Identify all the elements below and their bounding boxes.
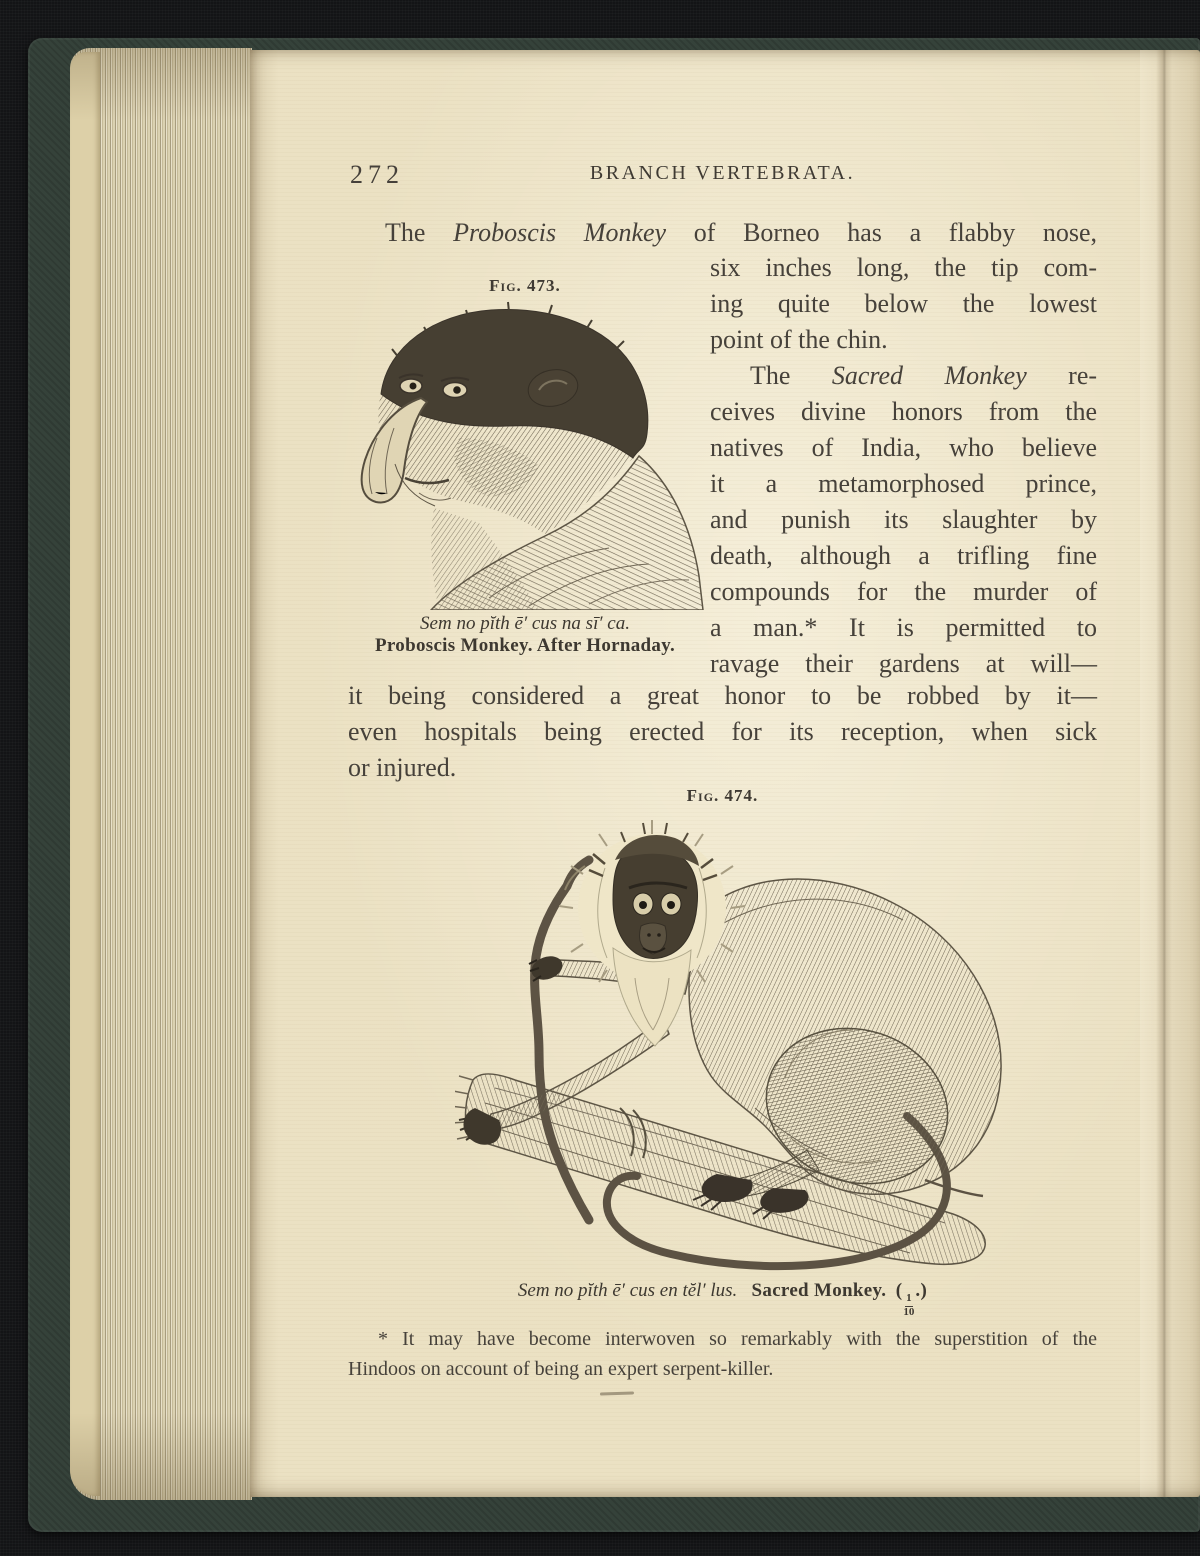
figure-474-caption-latin: Sem no pĭth ē′ cus en tĕl′ lus. [517, 1280, 738, 1301]
text-line [710, 358, 1097, 394]
text-run-italic: Proboscis Monkey [453, 218, 667, 247]
text-line: ravage their gardens at will— [710, 649, 1097, 678]
text-line: it a metamorphosed prince, [710, 469, 1097, 498]
text-run: The [385, 218, 426, 247]
paragraph1-line1 [348, 215, 1097, 251]
paragraph2-continuation [348, 678, 1097, 786]
scale-open: ( [895, 1280, 903, 1301]
figure-473 [338, 276, 712, 657]
page-content [348, 50, 1097, 1497]
footnote-line: Hindoos on account of being an expert serpent-killer. [348, 1358, 774, 1380]
text-run: The [750, 361, 791, 390]
page-stack-fore-edge [70, 48, 252, 1500]
printer-dash-mark [600, 1391, 634, 1395]
text-line: ing quite below the lowest [710, 289, 1097, 318]
text-run: re- [1068, 361, 1098, 390]
text-line: point of the chin. [710, 325, 888, 354]
figure-474-label: Fig. 474. [686, 786, 759, 805]
text-run-italic: Sacred Monkey [831, 361, 1027, 390]
text-line: even hospitals being erected for its reception, when sick [348, 717, 1097, 746]
text-line: it being considered a great honor to be robbed by it— [348, 681, 1097, 710]
page-edge-shade [1140, 50, 1200, 1497]
figure-473-label: Fig. 473. [489, 276, 561, 295]
text-line: a man.* It is permitted to [710, 613, 1097, 642]
text-line: and punish its slaughter by [710, 505, 1097, 534]
proboscis-monkey-illustration [339, 298, 711, 610]
footnote [348, 1324, 1097, 1384]
text-line: six inches long, the tip com- [710, 253, 1097, 282]
figure-473-caption-common: Proboscis Monkey. After Hornaday. [374, 635, 675, 656]
text-line: natives of India, who believe [710, 433, 1097, 462]
book-page [250, 50, 1200, 1497]
sacred-monkey-illustration [455, 808, 1060, 1273]
text-line: compounds for the murder of [710, 577, 1097, 606]
figure-474-caption-common: Sacred Monkey. [751, 1280, 887, 1301]
text-line: ceives divine honors from the [710, 397, 1097, 426]
figure-473-caption-latin: Sem no pĭth ē′ cus na sī′ ca. [420, 613, 630, 634]
scale-fraction [903, 1293, 914, 1318]
footnote-line: * It may have become interwoven so remarkably with the superstition of the [378, 1328, 1097, 1350]
right-text-column [710, 250, 1097, 682]
scale-numerator: 1 [905, 1293, 913, 1307]
figure-474 [455, 808, 1060, 1273]
scale-close: .) [915, 1280, 928, 1301]
text-line: or injured. [348, 753, 457, 782]
text-run: of Borneo has a flabby nose, [693, 218, 1098, 247]
text-line: death, although a trifling fine [710, 541, 1097, 570]
figure-474-caption [348, 1280, 1097, 1318]
running-head: BRANCH VERTEBRATA. [589, 162, 856, 184]
scale-denominator: 10 [903, 1305, 915, 1318]
page-number: 272 [350, 160, 404, 189]
